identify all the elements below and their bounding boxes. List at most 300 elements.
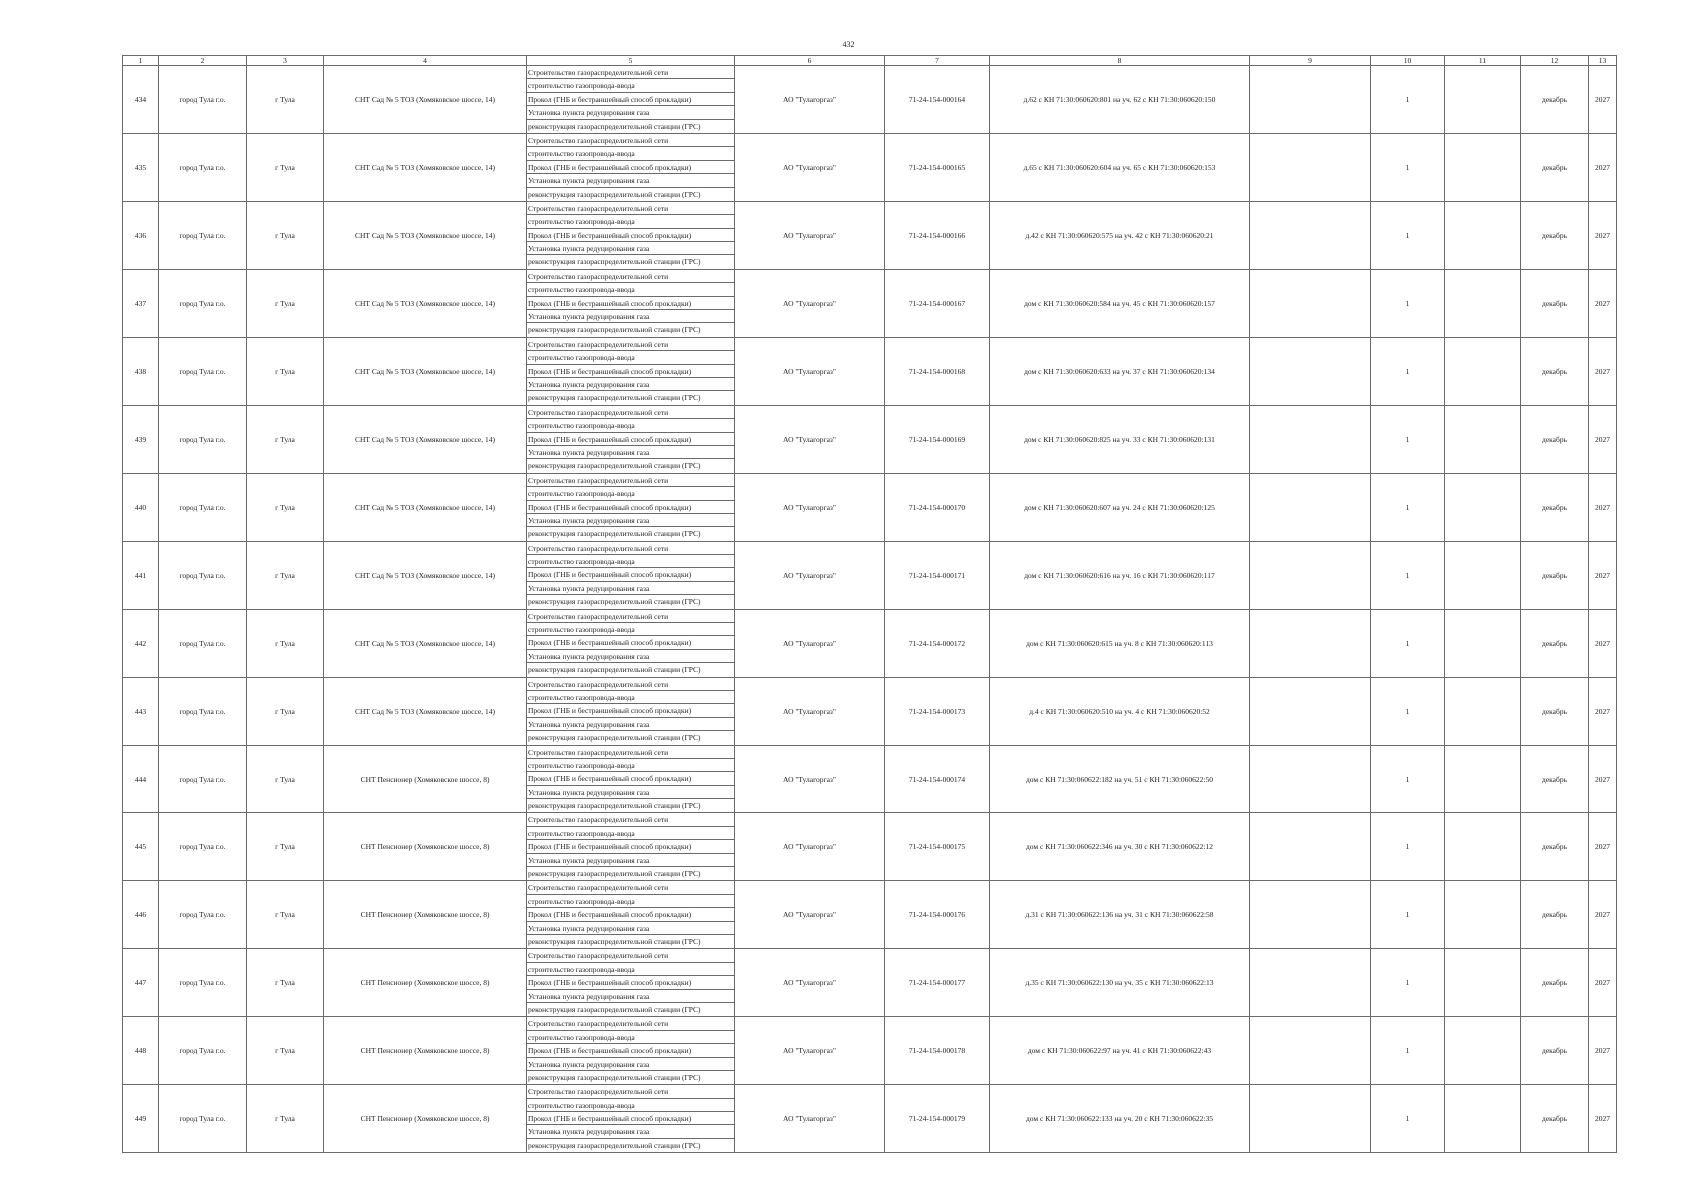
works-cell [527,405,735,473]
municipality-cell: город Тула г.о. [159,133,247,201]
quantity-cell: 1 [1371,66,1445,134]
column-header: 9 [1250,56,1371,66]
year-cell: 2027 [1589,201,1617,269]
year-cell: 2027 [1589,949,1617,1017]
column-9-cell [1250,1085,1371,1153]
month-cell: декабрь [1521,949,1589,1017]
work-item: строительство газопровода-ввода [527,283,734,296]
organization-cell: АО "Тулагоргаз" [735,745,885,813]
year-cell: 2027 [1589,609,1617,677]
year-cell: 2027 [1589,541,1617,609]
row-number-cell: 439 [123,405,159,473]
column-9-cell [1250,609,1371,677]
year-cell: 2027 [1589,745,1617,813]
header-row [123,56,1617,66]
year-cell: 2027 [1589,1085,1617,1153]
work-item: реконструкция газораспределительной станции (ГРС) [528,665,701,675]
address-cell: дом с КН 71:30:060620:633 на уч. 37 с КН 71:30:060620:134 [990,337,1250,405]
gasification-table [122,55,1617,1153]
column-9-cell [1250,813,1371,881]
work-item: Прокол (ГНБ и бестраншейный способ прокладки) [527,229,734,242]
month-cell: декабрь [1521,881,1589,949]
organization-cell: АО "Тулагоргаз" [735,337,885,405]
work-item: строительство газопровода-ввода [527,487,734,500]
works-cell [527,1085,735,1153]
organization-cell: АО "Тулагоргаз" [735,949,885,1017]
work-item: Строительство газораспределительной сети [527,949,734,962]
column-11-cell [1445,745,1521,813]
month-cell: декабрь [1521,337,1589,405]
page-number: 432 [842,40,855,49]
column-11-cell [1445,269,1521,337]
object-cell: СНТ Сад № 5 ТОЗ (Хомяковское шоссе, 14) [324,201,527,269]
work-item: Прокол (ГНБ и бестраншейный способ прокладки) [527,568,734,581]
work-item: Прокол (ГНБ и бестраншейный способ прокладки) [527,1044,734,1057]
address-cell: дом с КН 71:30:060620:825 на уч. 33 с КН 71:30:060620:131 [990,405,1250,473]
locality-cell: г Тула [247,1017,324,1085]
work-item: Строительство газораспределительной сети [527,610,734,623]
locality-cell: г Тула [247,745,324,813]
work-item: строительство газопровода-ввода [527,419,734,432]
quantity-cell: 1 [1371,881,1445,949]
row-number-cell: 434 [123,66,159,134]
work-item: Установка пункта редуцирования газа [527,922,734,935]
work-item: реконструкция газораспределительной станции (ГРС) [528,937,701,946]
year-cell: 2027 [1589,813,1617,881]
works-cell [527,269,735,337]
object-cell: СНТ Сад № 5 ТОЗ (Хомяковское шоссе, 14) [324,133,527,201]
address-cell: дом с КН 71:30:060620:615 на уч. 8 с КН 71:30:060620:113 [990,609,1250,677]
work-item: Установка пункта редуцирования газа [527,378,734,391]
table-row [123,133,1617,201]
work-item: Прокол (ГНБ и бестраншейный способ прокладки) [527,840,734,853]
object-cell: СНТ Пенсионер (Хомяковское шоссе, 8) [324,949,527,1017]
works-cell [527,1017,735,1085]
work-item: Строительство газораспределительной сети [527,542,734,555]
column-header: 13 [1589,56,1617,66]
column-11-cell [1445,201,1521,269]
work-item: Установка пункта редуцирования газа [527,650,734,663]
row-number-cell: 449 [123,1085,159,1153]
locality-cell: г Тула [247,677,324,745]
row-number-cell: 444 [123,745,159,813]
code-cell: 71-24-154-000174 [885,745,990,813]
object-cell: СНТ Сад № 5 ТОЗ (Хомяковское шоссе, 14) [324,473,527,541]
work-item: Прокол (ГНБ и бестраншейный способ прокладки) [527,501,734,514]
locality-cell: г Тула [247,881,324,949]
column-11-cell [1445,133,1521,201]
month-cell: декабрь [1521,813,1589,881]
work-item: Установка пункта редуцирования газа [527,718,734,731]
work-item: Строительство газораспределительной сети [527,202,734,215]
column-9-cell [1250,881,1371,949]
locality-cell: г Тула [247,269,324,337]
code-cell: 71-24-154-000178 [885,1017,990,1085]
table-row [123,745,1617,813]
work-item: Установка пункта редуцирования газа [527,446,734,459]
code-cell: 71-24-154-000176 [885,881,990,949]
work-item: реконструкция газораспределительной станции (ГРС) [528,393,701,403]
object-cell: СНТ Сад № 5 ТОЗ (Хомяковское шоссе, 14) [324,405,527,473]
row-number-cell: 448 [123,1017,159,1085]
object-cell: СНТ Пенсионер (Хомяковское шоссе, 8) [324,745,527,813]
quantity-cell: 1 [1371,609,1445,677]
work-item: Строительство газораспределительной сети [527,1085,734,1098]
works-cell [527,881,735,949]
table-row [123,269,1617,337]
table-row [123,541,1617,609]
organization-cell: АО "Тулагоргаз" [735,269,885,337]
month-cell: декабрь [1521,745,1589,813]
column-11-cell [1445,1085,1521,1153]
column-9-cell [1250,66,1371,134]
locality-cell: г Тула [247,609,324,677]
locality-cell: г Тула [247,201,324,269]
work-item: реконструкция газораспределительной станции (ГРС) [528,257,701,267]
row-number-cell: 443 [123,677,159,745]
object-cell: СНТ Сад № 5 ТОЗ (Хомяковское шоссе, 14) [324,609,527,677]
municipality-cell: город Тула г.о. [159,269,247,337]
municipality-cell: город Тула г.о. [159,745,247,813]
locality-cell: г Тула [247,133,324,201]
table-row [123,677,1617,745]
table-row [123,201,1617,269]
work-item: Прокол (ГНБ и бестраншейный способ прокладки) [527,1112,734,1125]
object-cell: СНТ Пенсионер (Хомяковское шоссе, 8) [324,1017,527,1085]
municipality-cell: город Тула г.о. [159,881,247,949]
work-item: Установка пункта редуцирования газа [527,1058,734,1071]
organization-cell: АО "Тулагоргаз" [735,473,885,541]
column-header: 2 [159,56,247,66]
year-cell: 2027 [1589,677,1617,745]
quantity-cell: 1 [1371,201,1445,269]
work-item: Строительство газораспределительной сети [527,813,734,826]
address-cell: д.35 с КН 71:30:060622:130 на уч. 35 с КН 71:30:060622:13 [990,949,1250,1017]
quantity-cell: 1 [1371,1017,1445,1085]
row-number-cell: 442 [123,609,159,677]
organization-cell: АО "Тулагоргаз" [735,541,885,609]
locality-cell: г Тула [247,541,324,609]
work-item: Строительство газораспределительной сети [527,746,734,759]
table-row [123,609,1617,677]
works-cell [527,677,735,745]
locality-cell: г Тула [247,813,324,881]
column-header: 5 [527,56,735,66]
quantity-cell: 1 [1371,133,1445,201]
object-cell: СНТ Пенсионер (Хомяковское шоссе, 8) [324,813,527,881]
month-cell: декабрь [1521,1017,1589,1085]
object-cell: СНТ Пенсионер (Хомяковское шоссе, 8) [324,1085,527,1153]
work-item: реконструкция газораспределительной станции (ГРС) [528,801,701,811]
object-cell: СНТ Сад № 5 ТОЗ (Хомяковское шоссе, 14) [324,269,527,337]
row-number-cell: 438 [123,337,159,405]
code-cell: 71-24-154-000167 [885,269,990,337]
work-item: реконструкция газораспределительной станции (ГРС) [528,121,701,131]
quantity-cell: 1 [1371,949,1445,1017]
table-row [123,473,1617,541]
column-9-cell [1250,745,1371,813]
code-cell: 71-24-154-000171 [885,541,990,609]
locality-cell: г Тула [247,337,324,405]
work-item: Установка пункта редуцирования газа [527,1125,734,1138]
code-cell: 71-24-154-000177 [885,949,990,1017]
work-item: Строительство газораспределительной сети [527,406,734,419]
year-cell: 2027 [1589,66,1617,134]
table-row [123,1085,1617,1153]
organization-cell: АО "Тулагоргаз" [735,677,885,745]
organization-cell: АО "Тулагоргаз" [735,881,885,949]
work-item: Прокол (ГНБ и бестраншейный способ прокладки) [527,433,734,446]
work-item: реконструкция газораспределительной станции (ГРС) [528,529,701,539]
table-row [123,1017,1617,1085]
municipality-cell: город Тула г.о. [159,541,247,609]
municipality-cell: город Тула г.о. [159,949,247,1017]
month-cell: декабрь [1521,1085,1589,1153]
column-header: 8 [990,56,1250,66]
row-number-cell: 435 [123,133,159,201]
work-item: строительство газопровода-ввода [527,895,734,908]
work-item: реконструкция газораспределительной станции (ГРС) [528,461,701,471]
work-item: Установка пункта редуцирования газа [527,786,734,799]
work-item: Установка пункта редуцирования газа [527,514,734,527]
works-cell [527,201,735,269]
address-cell: дом с КН 71:30:060620:607 на уч. 24 с КН 71:30:060620:125 [990,473,1250,541]
works-cell [527,337,735,405]
municipality-cell: город Тула г.о. [159,609,247,677]
municipality-cell: город Тула г.о. [159,405,247,473]
row-number-cell: 437 [123,269,159,337]
column-9-cell [1250,541,1371,609]
year-cell: 2027 [1589,881,1617,949]
work-item: реконструкция газораспределительной станции (ГРС) [528,733,701,743]
work-item: Строительство газораспределительной сети [527,474,734,487]
column-11-cell [1445,405,1521,473]
month-cell: декабрь [1521,133,1589,201]
column-9-cell [1250,133,1371,201]
work-item: реконструкция газораспределительной станции (ГРС) [528,597,701,607]
work-item: строительство газопровода-ввода [527,147,734,160]
organization-cell: АО "Тулагоргаз" [735,133,885,201]
works-cell [527,745,735,813]
organization-cell: АО "Тулагоргаз" [735,1085,885,1153]
organization-cell: АО "Тулагоргаз" [735,66,885,134]
work-item: Установка пункта редуцирования газа [527,990,734,1003]
work-item: Прокол (ГНБ и бестраншейный способ прокладки) [527,93,734,106]
code-cell: 71-24-154-000179 [885,1085,990,1153]
work-item: Установка пункта редуцирования газа [527,106,734,119]
year-cell: 2027 [1589,473,1617,541]
work-item: реконструкция газораспределительной станции (ГРС) [528,325,701,335]
column-11-cell [1445,949,1521,1017]
object-cell: СНТ Сад № 5 ТОЗ (Хомяковское шоссе, 14) [324,66,527,134]
column-header: 4 [324,56,527,66]
column-9-cell [1250,201,1371,269]
works-cell [527,66,735,134]
table-row [123,813,1617,881]
municipality-cell: город Тула г.о. [159,1017,247,1085]
column-header: 1 [123,56,159,66]
municipality-cell: город Тула г.о. [159,66,247,134]
locality-cell: г Тула [247,473,324,541]
object-cell: СНТ Сад № 5 ТОЗ (Хомяковское шоссе, 14) [324,337,527,405]
code-cell: 71-24-154-000169 [885,405,990,473]
column-11-cell [1445,337,1521,405]
work-item: строительство газопровода-ввода [527,827,734,840]
column-header: 10 [1371,56,1445,66]
works-cell [527,541,735,609]
address-cell: дом с КН 71:30:060620:584 на уч. 45 с КН 71:30:060620:157 [990,269,1250,337]
works-cell [527,133,735,201]
quantity-cell: 1 [1371,813,1445,881]
year-cell: 2027 [1589,1017,1617,1085]
work-item: строительство газопровода-ввода [527,79,734,92]
work-item: Строительство газораспределительной сети [527,881,734,894]
work-item: Строительство газораспределительной сети [527,134,734,147]
locality-cell: г Тула [247,949,324,1017]
quantity-cell: 1 [1371,337,1445,405]
locality-cell: г Тула [247,405,324,473]
work-item: строительство газопровода-ввода [527,691,734,704]
table-row [123,949,1617,1017]
work-item: строительство газопровода-ввода [527,963,734,976]
object-cell: СНТ Сад № 5 ТОЗ (Хомяковское шоссе, 14) [324,541,527,609]
table-row [123,881,1617,949]
work-item: Прокол (ГНБ и бестраншейный способ прокладки) [527,297,734,310]
month-cell: декабрь [1521,66,1589,134]
quantity-cell: 1 [1371,269,1445,337]
year-cell: 2027 [1589,269,1617,337]
row-number-cell: 441 [123,541,159,609]
month-cell: декабрь [1521,677,1589,745]
work-item: Установка пункта редуцирования газа [527,174,734,187]
object-cell: СНТ Пенсионер (Хомяковское шоссе, 8) [324,881,527,949]
locality-cell: г Тула [247,1085,324,1153]
column-11-cell [1445,609,1521,677]
address-cell: д.65 с КН 71:30:060620:604 на уч. 65 с КН 71:30:060620:153 [990,133,1250,201]
work-item: Прокол (ГНБ и бестраншейный способ прокладки) [527,161,734,174]
column-header: 12 [1521,56,1589,66]
column-11-cell [1445,66,1521,134]
year-cell: 2027 [1589,337,1617,405]
column-9-cell [1250,949,1371,1017]
work-item: Прокол (ГНБ и бестраншейный способ прокладки) [527,976,734,989]
quantity-cell: 1 [1371,541,1445,609]
row-number-cell: 445 [123,813,159,881]
object-cell: СНТ Сад № 5 ТОЗ (Хомяковское шоссе, 14) [324,677,527,745]
work-item: Прокол (ГНБ и бестраншейный способ прокладки) [527,704,734,717]
works-cell [527,473,735,541]
table-body [123,66,1617,1153]
works-cell [527,949,735,1017]
work-item: Установка пункта редуцирования газа [527,242,734,255]
code-cell: 71-24-154-000164 [885,66,990,134]
organization-cell: АО "Тулагоргаз" [735,201,885,269]
works-cell [527,609,735,677]
municipality-cell: город Тула г.о. [159,677,247,745]
quantity-cell: 1 [1371,405,1445,473]
work-item: Прокол (ГНБ и бестраншейный способ прокладки) [527,908,734,921]
address-cell: д.62 с КН 71:30:060620:801 на уч. 62 с КН 71:30:060620:150 [990,66,1250,134]
organization-cell: АО "Тулагоргаз" [735,609,885,677]
row-number-cell: 436 [123,201,159,269]
quantity-cell: 1 [1371,473,1445,541]
column-9-cell [1250,677,1371,745]
organization-cell: АО "Тулагоргаз" [735,405,885,473]
work-item: Установка пункта редуцирования газа [527,310,734,323]
month-cell: декабрь [1521,201,1589,269]
column-11-cell [1445,677,1521,745]
municipality-cell: город Тула г.о. [159,337,247,405]
address-cell: дом с КН 71:30:060622:133 на уч. 20 с КН 71:30:060622:35 [990,1085,1250,1153]
code-cell: 71-24-154-000170 [885,473,990,541]
column-9-cell [1250,1017,1371,1085]
code-cell: 71-24-154-000166 [885,201,990,269]
column-header: 6 [735,56,885,66]
column-9-cell [1250,269,1371,337]
work-item: реконструкция газораспределительной станции (ГРС) [528,1072,701,1082]
month-cell: декабрь [1521,405,1589,473]
work-item: Установка пункта редуцирования газа [527,854,734,867]
table-row [123,337,1617,405]
code-cell: 71-24-154-000175 [885,813,990,881]
year-cell: 2027 [1589,133,1617,201]
row-number-cell: 446 [123,881,159,949]
work-item: строительство газопровода-ввода [527,1031,734,1044]
address-cell: дом с КН 71:30:060620:616 на уч. 16 с КН 71:30:060620:117 [990,541,1250,609]
work-item: реконструкция газораспределительной станции (ГРС) [528,189,701,199]
organization-cell: АО "Тулагоргаз" [735,813,885,881]
quantity-cell: 1 [1371,745,1445,813]
row-number-cell: 440 [123,473,159,541]
address-cell: д.4 с КН 71:30:060620:510 на уч. 4 с КН 71:30:060620:52 [990,677,1250,745]
municipality-cell: город Тула г.о. [159,813,247,881]
municipality-cell: город Тула г.о. [159,473,247,541]
work-item: реконструкция газораспределительной станции (ГРС) [528,1004,701,1014]
work-item: строительство газопровода-ввода [527,1099,734,1112]
column-header: 11 [1445,56,1521,66]
work-item: Строительство газораспределительной сети [527,338,734,351]
work-item: строительство газопровода-ввода [527,351,734,364]
work-item: строительство газопровода-ввода [527,555,734,568]
month-cell: декабрь [1521,541,1589,609]
code-cell: 71-24-154-000172 [885,609,990,677]
month-cell: декабрь [1521,609,1589,677]
organization-cell: АО "Тулагоргаз" [735,1017,885,1085]
work-item: реконструкция газораспределительной станции (ГРС) [528,1140,701,1150]
column-9-cell [1250,473,1371,541]
address-cell: дом с КН 71:30:060622:97 на уч. 41 с КН 71:30:060622:43 [990,1017,1250,1085]
address-cell: д.31 с КН 71:30:060622:136 на уч. 31 с КН 71:30:060622:58 [990,881,1250,949]
work-item: реконструкция газораспределительной станции (ГРС) [528,869,701,879]
work-item: Строительство газораспределительной сети [527,678,734,691]
municipality-cell: город Тула г.о. [159,1085,247,1153]
year-cell: 2027 [1589,405,1617,473]
column-11-cell [1445,881,1521,949]
work-item: строительство газопровода-ввода [527,759,734,772]
work-item: Строительство газораспределительной сети [527,270,734,283]
month-cell: декабрь [1521,473,1589,541]
address-cell: дом с КН 71:30:060622:346 на уч. 30 с КН 71:30:060622:12 [990,813,1250,881]
code-cell: 71-24-154-000168 [885,337,990,405]
address-cell: дом с КН 71:30:060622:182 на уч. 51 с КН 71:30:060622:50 [990,745,1250,813]
work-item: Строительство газораспределительной сети [527,1017,734,1030]
column-11-cell [1445,541,1521,609]
code-cell: 71-24-154-000165 [885,133,990,201]
row-number-cell: 447 [123,949,159,1017]
table-row [123,405,1617,473]
work-item: строительство газопровода-ввода [527,215,734,228]
work-item: Установка пункта редуцирования газа [527,582,734,595]
